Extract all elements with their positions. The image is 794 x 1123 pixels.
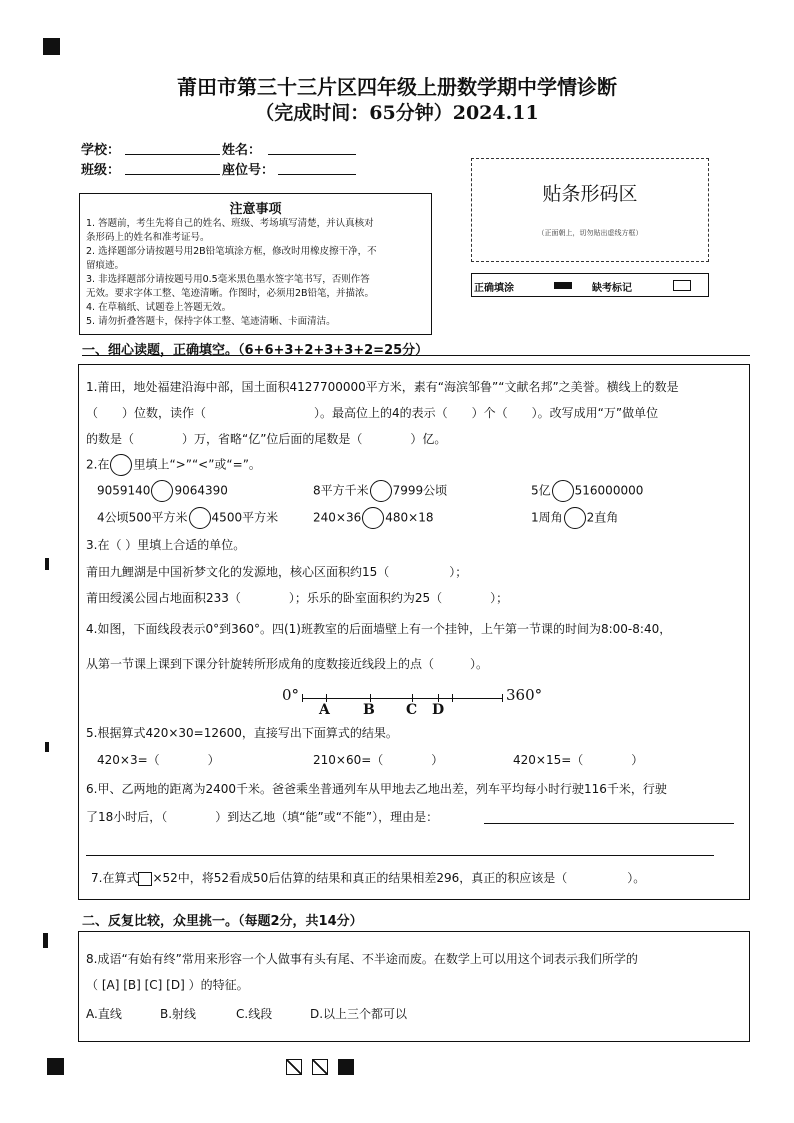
page-mark-filled-box xyxy=(338,1059,354,1075)
q5-item: 210×60=（ ） xyxy=(313,753,444,767)
q8-line: 8.成语“有始有终”常用来形容一个人做事有头有尾、不半途而废。在数学上可以用这个词表示我们所学的 xyxy=(86,952,638,966)
barcode-title: 贴条形码区 xyxy=(542,183,638,205)
notice-line: 无效。要求字体工整、笔迹清晰。作图时，必须用2B铅笔，并描浓。 xyxy=(86,288,375,299)
notice-line: 3. 非选择题部分请按题号用0.5毫米黑色墨水签字笔书写，否则作答 xyxy=(86,274,370,285)
q2-right: 2直角 xyxy=(586,510,619,525)
class-field[interactable] xyxy=(125,160,220,175)
seat-field[interactable] xyxy=(278,160,356,175)
notice-line: 5. 请勿折叠答题卡，保持字体工整、笔迹清晰、卡面清洁。 xyxy=(86,316,336,327)
q5-item: 420×3=（ ） xyxy=(97,753,220,767)
answer-circle[interactable] xyxy=(370,480,392,502)
answer-circle[interactable] xyxy=(564,507,586,529)
q2-left: 5亿 xyxy=(531,483,551,498)
q2-item xyxy=(97,507,278,529)
q2-item xyxy=(97,480,228,502)
tick xyxy=(370,694,371,702)
notice-title: 注意事项 xyxy=(229,202,282,217)
q2-intro-a: 2.在 xyxy=(86,457,110,472)
q2-right: 4500平方米 xyxy=(211,510,279,525)
page-title: 莆田市第三十三片区四年级上册数学期中学情诊断 xyxy=(177,75,617,99)
q5-item: 420×15=（ ） xyxy=(513,753,644,767)
class-label: 班级： xyxy=(81,163,121,178)
section1-rule xyxy=(82,355,750,356)
q8-option-b[interactable]: B.射线 xyxy=(160,1007,197,1021)
correct-fill-sample xyxy=(554,282,572,289)
q1-line: 1.莆田，地处福建沿海中部，国土面积4127700000平方米，素有“海滨邹鲁”“文献名邦”之美誉。横线上的数是 xyxy=(86,380,679,394)
tick xyxy=(412,694,413,702)
q2-item xyxy=(531,480,643,502)
q8-option-d[interactable]: D.以上三个都可以 xyxy=(310,1007,408,1021)
q7-line xyxy=(91,869,645,886)
tick xyxy=(438,694,439,702)
point-label-d: D xyxy=(432,702,445,718)
page-mark-crossed-box xyxy=(312,1059,328,1075)
barcode-note: （正面朝上，切勿贴出虚线方框） xyxy=(537,229,643,237)
point-label-a: A xyxy=(319,702,330,718)
q3-line: 莆田九鲤湖是中国祈梦文化的发源地，核心区面积约15（ ）； xyxy=(86,565,468,579)
q6-answer-line[interactable] xyxy=(484,823,734,824)
barcode-area[interactable] xyxy=(471,158,709,262)
q6-answer-line[interactable] xyxy=(86,855,714,856)
tick xyxy=(452,694,453,702)
q2-item xyxy=(313,480,447,502)
q8-option-c[interactable]: C.线段 xyxy=(236,1007,273,1021)
registration-mark-top-left xyxy=(43,38,60,55)
school-field[interactable] xyxy=(125,140,220,155)
school-label: 学校： xyxy=(81,143,121,158)
q2-right: 7999公顷 xyxy=(392,483,448,498)
notice-line: 2. 选择题部分请按题号用2B铅笔填涂方框，修改时用橡皮擦干净，不 xyxy=(86,246,377,257)
notice-line: 留痕迹。 xyxy=(86,260,125,271)
notice-line: 4. 在草稿纸、试题卷上答题无效。 xyxy=(86,302,232,313)
q4-line: 4.如图，下面线段表示0°到360°。四(1)班教室的后面墙壁上有一个挂钟，上午第一节课的时间为8:00-8:40， xyxy=(86,622,672,636)
q3-line: 莆田绶溪公园占地面积233（ ）；乐乐的卧室面积约为25（ ）； xyxy=(86,591,509,605)
q2-item xyxy=(313,507,433,529)
point-label-b: B xyxy=(363,702,375,718)
q6-line: 了18小时后，（ ）到达乙地（填“能”或“不能”），理由是： xyxy=(86,810,439,824)
page-subtitle: （完成时间：65分钟）2024.11 xyxy=(255,102,539,124)
q8-line: （ [A] [B] [C] [D] ）的特征。 xyxy=(86,978,249,992)
seat-label: 座位号： xyxy=(222,163,275,178)
answer-circle[interactable] xyxy=(362,507,384,529)
q2-left: 9059140 xyxy=(97,483,151,498)
correct-fill-label: 正确填涂 xyxy=(474,283,514,294)
side-mark xyxy=(43,933,48,948)
q4-line: 从第一节课上课到下课分针旋转所形成角的度数接近线段上的点（ ）。 xyxy=(86,657,489,671)
q2-right: 516000000 xyxy=(574,483,644,498)
line-end-label: 360° xyxy=(506,686,543,704)
q2-intro xyxy=(86,454,261,476)
line-start-label: 0° xyxy=(282,686,300,704)
answer-circle[interactable] xyxy=(189,507,211,529)
q7-part-b: ×52中，将52看成50后估算的结果和真正的结果相差296，真正的积应该是（ ）。 xyxy=(152,871,646,885)
q2-item xyxy=(531,507,618,529)
missing-exam-label: 缺考标记 xyxy=(592,283,632,294)
q6-line: 6.甲、乙两地的距离为2400千米。爸爸乘坐普通列车从甲地去乙地出差，列车平均每小时行驶116千米，行驶 xyxy=(86,782,667,796)
q2-left: 8平方千米 xyxy=(313,483,369,498)
q2-right: 9064390 xyxy=(174,483,228,498)
tick xyxy=(502,694,503,702)
angle-number-line-figure xyxy=(278,684,548,720)
number-line xyxy=(302,698,502,699)
section1-heading: 一、细心读题，正确填空。（6+6+3+2+3+3+2=25分） xyxy=(82,343,429,358)
page-mark-crossed-box xyxy=(286,1059,302,1075)
missing-exam-checkbox[interactable] xyxy=(673,280,691,291)
q2-left: 240×36 xyxy=(313,510,362,525)
notice-line: 条形码上的姓名和准考证号。 xyxy=(86,232,210,243)
q1-line: （ ）位数，读作（ ）。最高位上的4的表示（ ）个（ ）。改写成用“万”做单位 xyxy=(86,406,659,420)
registration-mark-bottom-left xyxy=(47,1058,64,1075)
q7-part-a: 7.在算式 xyxy=(91,871,139,885)
q8-option-a[interactable]: A.直线 xyxy=(86,1007,122,1021)
q5-intro: 5.根据算式420×30=12600，直接写出下面算式的结果。 xyxy=(86,726,398,740)
side-mark xyxy=(45,742,49,752)
q2-right: 480×18 xyxy=(385,510,434,525)
q2-left: 1周角 xyxy=(531,510,563,525)
q2-left: 4公顷500平方米 xyxy=(97,510,188,525)
q1-line: 的数是（ ）万，省略“亿”位后面的尾数是（ ）亿。 xyxy=(86,432,447,446)
circle-icon xyxy=(110,454,132,476)
name-field[interactable] xyxy=(268,140,356,155)
notice-box xyxy=(79,193,432,335)
side-mark xyxy=(45,558,49,570)
tick xyxy=(326,694,327,702)
answer-circle[interactable] xyxy=(552,480,574,502)
section2-heading: 二、反复比较，众里挑一。（每题2分，共14分） xyxy=(82,914,363,929)
blank-box-icon xyxy=(138,872,152,886)
name-label: 姓名： xyxy=(222,143,262,158)
point-label-c: C xyxy=(406,702,418,718)
tick xyxy=(302,694,303,702)
fill-mark-legend xyxy=(471,273,709,297)
q3-line: 3.在（ ）里填上合适的单位。 xyxy=(86,538,246,552)
notice-line: 1. 答题前，考生先将自己的姓名、班级、考场填写清楚，并认真核对 xyxy=(86,218,374,229)
q2-intro-b: 里填上“>”“<”或“=”。 xyxy=(133,457,261,472)
answer-circle[interactable] xyxy=(151,480,173,502)
